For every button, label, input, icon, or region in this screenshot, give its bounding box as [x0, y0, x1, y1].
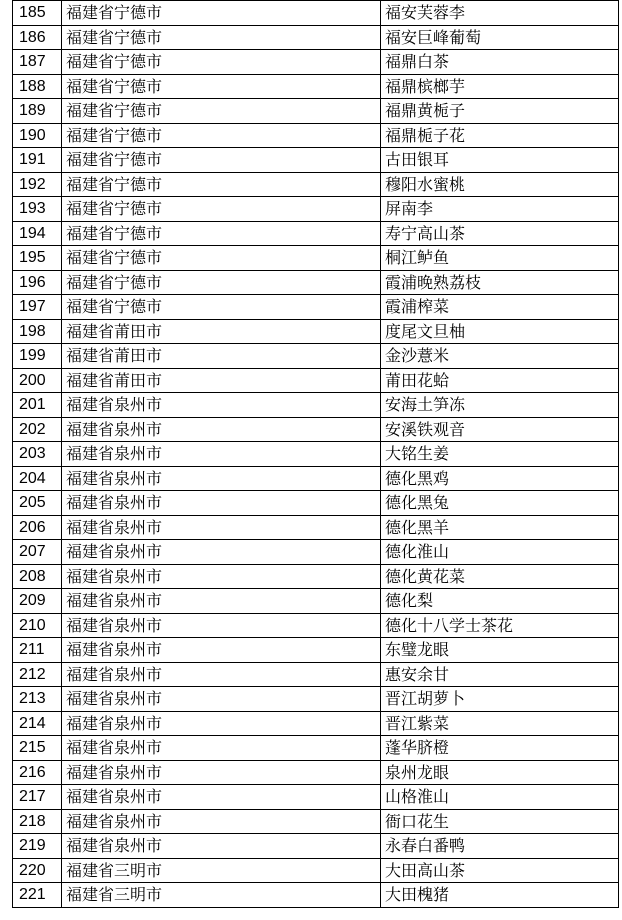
region-cell: 福建省泉州市: [62, 515, 381, 540]
row-number-cell: 202: [13, 417, 62, 442]
region-cell: 福建省泉州市: [62, 613, 381, 638]
region-cell: 福建省宁德市: [62, 123, 381, 148]
row-number-cell: 187: [13, 50, 62, 75]
row-number-cell: 212: [13, 662, 62, 687]
table-row: [13, 785, 619, 810]
row-number-cell: 210: [13, 613, 62, 638]
row-number-cell: 195: [13, 246, 62, 271]
table-row: [13, 246, 619, 271]
table-row: [13, 197, 619, 222]
region-cell: 福建省泉州市: [62, 491, 381, 516]
table-row: [13, 711, 619, 736]
table-row: [13, 589, 619, 614]
row-number-cell: 219: [13, 834, 62, 859]
table-row: [13, 736, 619, 761]
table-row: [13, 442, 619, 467]
product-name-cell: 福安巨峰葡萄: [381, 25, 619, 50]
region-cell: 福建省宁德市: [62, 221, 381, 246]
region-cell: 福建省宁德市: [62, 246, 381, 271]
region-cell: 福建省泉州市: [62, 540, 381, 565]
product-name-cell: 德化十八学士茶花: [381, 613, 619, 638]
product-name-cell: 德化淮山: [381, 540, 619, 565]
region-cell: 福建省宁德市: [62, 74, 381, 99]
region-cell: 福建省泉州市: [62, 393, 381, 418]
row-number-cell: 189: [13, 99, 62, 124]
table-row: [13, 172, 619, 197]
product-name-cell: 德化黑羊: [381, 515, 619, 540]
table-row: [13, 613, 619, 638]
product-name-cell: 永春白番鸭: [381, 834, 619, 859]
product-name-cell: 桐江鲈鱼: [381, 246, 619, 271]
region-cell: 福建省宁德市: [62, 172, 381, 197]
region-cell: 福建省泉州市: [62, 417, 381, 442]
product-name-cell: 福鼎白茶: [381, 50, 619, 75]
product-name-cell: 霞浦晚熟荔枝: [381, 270, 619, 295]
product-table: [12, 0, 619, 908]
region-cell: 福建省宁德市: [62, 197, 381, 222]
row-number-cell: 200: [13, 368, 62, 393]
table-row: [13, 50, 619, 75]
product-name-cell: 霞浦榨菜: [381, 295, 619, 320]
region-cell: 福建省莆田市: [62, 344, 381, 369]
row-number-cell: 205: [13, 491, 62, 516]
row-number-cell: 199: [13, 344, 62, 369]
table-row: [13, 344, 619, 369]
row-number-cell: 208: [13, 564, 62, 589]
product-name-cell: 福鼎栀子花: [381, 123, 619, 148]
row-number-cell: 203: [13, 442, 62, 467]
region-cell: 福建省泉州市: [62, 687, 381, 712]
row-number-cell: 198: [13, 319, 62, 344]
table-row: [13, 760, 619, 785]
table-row: [13, 564, 619, 589]
row-number-cell: 221: [13, 883, 62, 908]
region-cell: 福建省泉州市: [62, 834, 381, 859]
region-cell: 福建省泉州市: [62, 760, 381, 785]
product-name-cell: 衙口花生: [381, 809, 619, 834]
product-name-cell: 大铭生姜: [381, 442, 619, 467]
product-name-cell: 穆阳水蜜桃: [381, 172, 619, 197]
product-name-cell: 大田高山茶: [381, 858, 619, 883]
region-cell: 福建省泉州市: [62, 564, 381, 589]
row-number-cell: 211: [13, 638, 62, 663]
table-body: [13, 1, 619, 908]
row-number-cell: 193: [13, 197, 62, 222]
table-row: [13, 858, 619, 883]
table-row: [13, 221, 619, 246]
row-number-cell: 196: [13, 270, 62, 295]
table-row: [13, 74, 619, 99]
region-cell: 福建省泉州市: [62, 442, 381, 467]
row-number-cell: 186: [13, 25, 62, 50]
product-name-cell: 度尾文旦柚: [381, 319, 619, 344]
product-name-cell: 寿宁高山茶: [381, 221, 619, 246]
region-cell: 福建省宁德市: [62, 99, 381, 124]
product-name-cell: 德化黑鸡: [381, 466, 619, 491]
row-number-cell: 213: [13, 687, 62, 712]
region-cell: 福建省宁德市: [62, 1, 381, 26]
row-number-cell: 215: [13, 736, 62, 761]
product-name-cell: 惠安余甘: [381, 662, 619, 687]
product-name-cell: 莆田花蛤: [381, 368, 619, 393]
table-row: [13, 883, 619, 908]
row-number-cell: 214: [13, 711, 62, 736]
table-row: [13, 368, 619, 393]
product-name-cell: 晋江胡萝卜: [381, 687, 619, 712]
region-cell: 福建省宁德市: [62, 25, 381, 50]
table-row: [13, 1, 619, 26]
region-cell: 福建省泉州市: [62, 638, 381, 663]
product-name-cell: 福鼎槟榔芋: [381, 74, 619, 99]
product-name-cell: 福鼎黄栀子: [381, 99, 619, 124]
product-name-cell: 福安芙蓉李: [381, 1, 619, 26]
product-name-cell: 大田槐猪: [381, 883, 619, 908]
table-row: [13, 148, 619, 173]
row-number-cell: 204: [13, 466, 62, 491]
region-cell: 福建省三明市: [62, 883, 381, 908]
table-row: [13, 687, 619, 712]
region-cell: 福建省宁德市: [62, 148, 381, 173]
table-row: [13, 25, 619, 50]
product-table-sheet: [12, 0, 618, 908]
table-row: [13, 662, 619, 687]
region-cell: 福建省三明市: [62, 858, 381, 883]
product-name-cell: 泉州龙眼: [381, 760, 619, 785]
table-row: [13, 295, 619, 320]
row-number-cell: 185: [13, 1, 62, 26]
product-name-cell: 古田银耳: [381, 148, 619, 173]
product-name-cell: 安海土笋冻: [381, 393, 619, 418]
product-name-cell: 德化梨: [381, 589, 619, 614]
product-name-cell: 东璧龙眼: [381, 638, 619, 663]
region-cell: 福建省泉州市: [62, 589, 381, 614]
table-row: [13, 99, 619, 124]
table-row: [13, 417, 619, 442]
region-cell: 福建省泉州市: [62, 711, 381, 736]
table-row: [13, 123, 619, 148]
table-row: [13, 809, 619, 834]
row-number-cell: 188: [13, 74, 62, 99]
table-row: [13, 319, 619, 344]
region-cell: 福建省宁德市: [62, 50, 381, 75]
table-row: [13, 515, 619, 540]
product-name-cell: 蓬华脐橙: [381, 736, 619, 761]
table-row: [13, 393, 619, 418]
table-row: [13, 540, 619, 565]
product-name-cell: 山格淮山: [381, 785, 619, 810]
row-number-cell: 216: [13, 760, 62, 785]
table-row: [13, 834, 619, 859]
row-number-cell: 190: [13, 123, 62, 148]
row-number-cell: 207: [13, 540, 62, 565]
row-number-cell: 201: [13, 393, 62, 418]
product-name-cell: 德化黄花菜: [381, 564, 619, 589]
region-cell: 福建省泉州市: [62, 809, 381, 834]
table-row: [13, 466, 619, 491]
row-number-cell: 217: [13, 785, 62, 810]
region-cell: 福建省莆田市: [62, 319, 381, 344]
product-name-cell: 屏南李: [381, 197, 619, 222]
table-row: [13, 270, 619, 295]
row-number-cell: 192: [13, 172, 62, 197]
table-row: [13, 638, 619, 663]
product-name-cell: 晋江紫菜: [381, 711, 619, 736]
row-number-cell: 206: [13, 515, 62, 540]
row-number-cell: 194: [13, 221, 62, 246]
product-name-cell: 金沙薏米: [381, 344, 619, 369]
row-number-cell: 191: [13, 148, 62, 173]
region-cell: 福建省泉州市: [62, 466, 381, 491]
region-cell: 福建省泉州市: [62, 736, 381, 761]
region-cell: 福建省宁德市: [62, 295, 381, 320]
product-name-cell: 安溪铁观音: [381, 417, 619, 442]
region-cell: 福建省莆田市: [62, 368, 381, 393]
region-cell: 福建省泉州市: [62, 662, 381, 687]
row-number-cell: 218: [13, 809, 62, 834]
row-number-cell: 209: [13, 589, 62, 614]
region-cell: 福建省泉州市: [62, 785, 381, 810]
product-name-cell: 德化黑兔: [381, 491, 619, 516]
row-number-cell: 220: [13, 858, 62, 883]
row-number-cell: 197: [13, 295, 62, 320]
region-cell: 福建省宁德市: [62, 270, 381, 295]
table-row: [13, 491, 619, 516]
